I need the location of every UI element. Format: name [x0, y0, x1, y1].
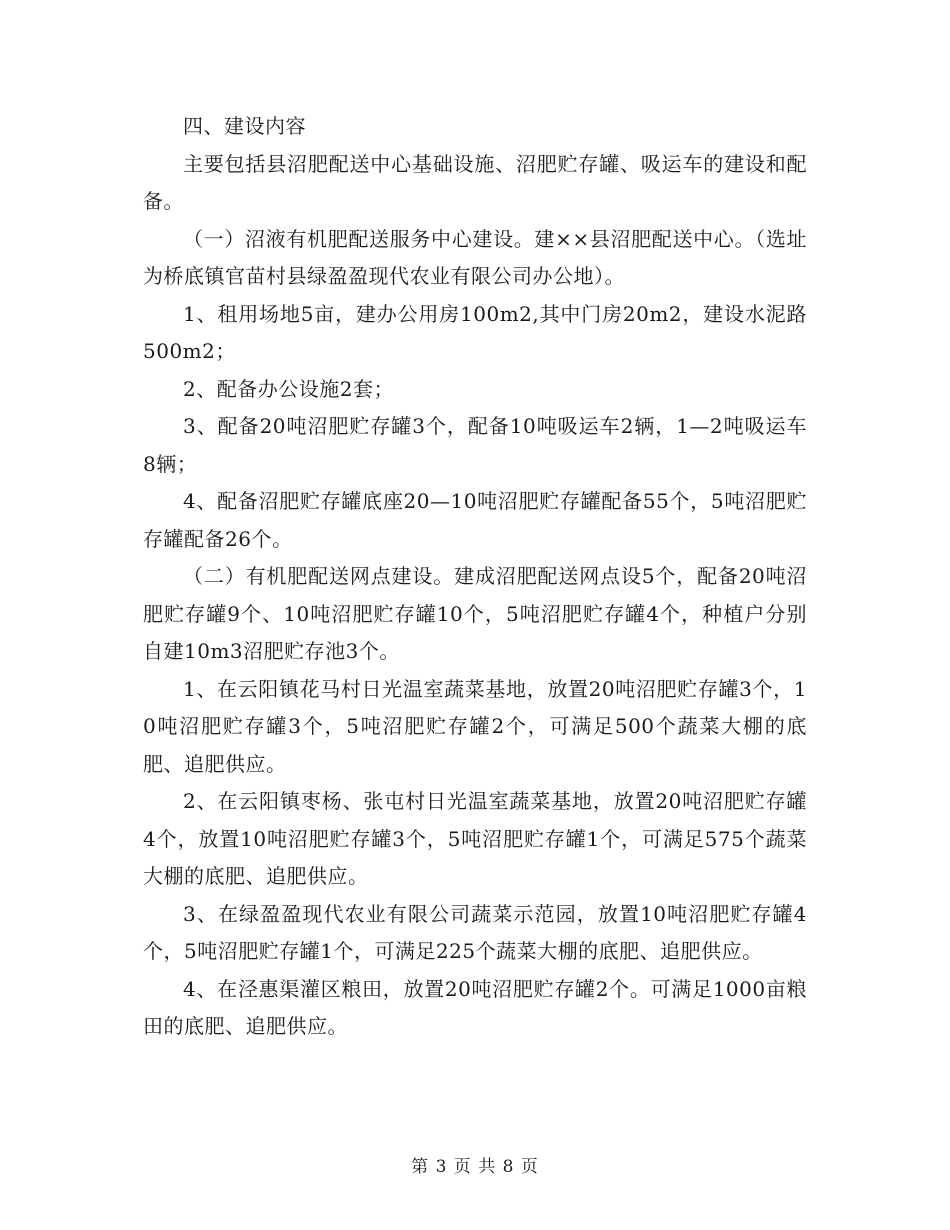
- paragraph-item-3: 3、配备20吨沼肥贮存罐3个，配备10吨吸运车2辆，1—2吨吸运车8辆；: [143, 414, 807, 476]
- section-heading: 四、建设内容: [183, 114, 306, 138]
- paragraph-site-3: 3、在绿盈盈现代农业有限公司蔬菜示范园，放置10吨沼肥贮存罐4个，5吨沼肥贮存罐1个，可满足225个蔬菜大棚的底肥、追肥供应。: [143, 901, 807, 963]
- page-number-label: 第 3 页 共 8 页: [411, 1157, 539, 1177]
- paragraph-item-2: 2、配备办公设施2套；: [183, 376, 394, 401]
- paragraph-subsection-1: （一）沼液有机肥配送服务中心建设。建××县沼肥配送中心。（选址为桥底镇官苗村县绿盈盈现代农业有限公司办公地）。: [143, 226, 807, 288]
- document-body: [143, 108, 807, 1046]
- paragraph-site-1: 1、在云阳镇花马村日光温室蔬菜基地，放置20吨沼肥贮存罐3个，10吨沼肥贮存罐3个，5吨沼肥贮存罐2个，可满足500个蔬菜大棚的底肥、追肥供应。: [143, 676, 807, 776]
- paragraph-subsection-2: （二）有机肥配送网点建设。建成沼肥配送网点设5个，配备20吨沼肥贮存罐9个、10吨沼肥贮存罐10个，5吨沼肥贮存罐4个，种植户分别自建10m3沼肥贮存池3个。: [143, 564, 807, 663]
- page-footer: [0, 1152, 950, 1177]
- paragraph-site-4: 4、在泾惠渠灌区粮田，放置20吨沼肥贮存罐2个。可满足1000亩粮田的底肥、追肥供应。: [143, 976, 807, 1038]
- paragraph-intro: 主要包括县沼肥配送中心基础设施、沼肥贮存罐、吸运车的建设和配备。: [143, 151, 807, 213]
- paragraph-item-4: 4、配备沼肥贮存罐底座20—10吨沼肥贮存罐配备55个，5吨沼肥贮存罐配备26个。: [143, 489, 807, 551]
- paragraph-site-2: 2、在云阳镇枣杨、张屯村日光温室蔬菜基地，放置20吨沼肥贮存罐4个，放置10吨沼肥贮存罐3个，5吨沼肥贮存罐1个，可满足575个蔬菜大棚的底肥、追肥供应。: [143, 789, 807, 888]
- paragraph-item-1: 1、租用场地5亩，建办公用房100m2,其中门房20m2，建设水泥路500m2；: [143, 301, 807, 363]
